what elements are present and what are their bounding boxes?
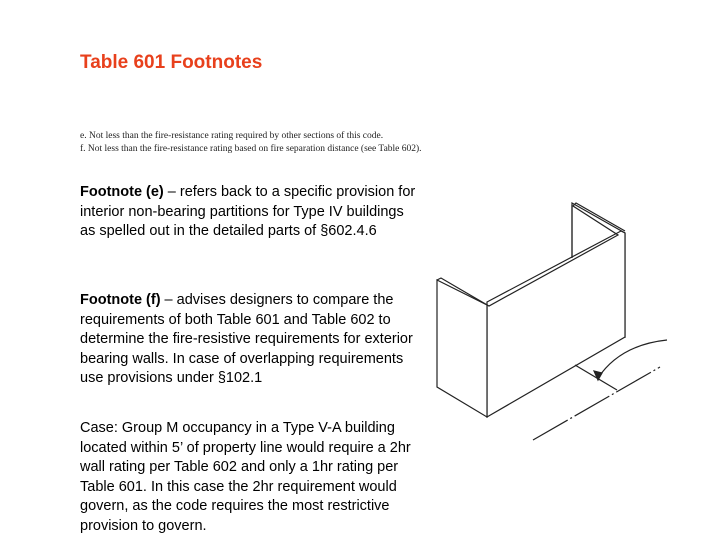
slide-title: Table 601 Footnotes xyxy=(80,52,263,73)
footnote-f-lead: Footnote (f) xyxy=(80,292,161,308)
wall-diagram xyxy=(420,190,680,450)
footnote-f-excerpt: f. Not less than the fire-resistance rating based on fire separation distance (see Table 602). xyxy=(80,144,422,154)
front-wall xyxy=(487,231,625,417)
footnote-f-text: – advises designers to compare the requirements of both Table 601 and Table 602 to determine the fire-resistive requirements for exterior bearing walls. In case of overlapping requirements use provisions under §102.1 xyxy=(80,292,413,386)
footnote-e-lead: Footnote (e) xyxy=(80,184,164,200)
footnote-f-paragraph xyxy=(80,291,420,389)
case-paragraph: Case: Group M occupancy in a Type V-A building located within 5’ of property line would require a 2hr wall rating per Table 602 and only a 1hr rating per Table 601. In this case the 2hr requirement would govern, as the code requires the most restrictive provision to govern. xyxy=(80,420,411,534)
footnote-e-text: – refers back to a specific provision for interior non-bearing partitions for Type IV buildings as spelled out in the detailed parts of §602.4.6 xyxy=(80,184,416,239)
dimension-tick xyxy=(575,365,617,390)
footnote-e-excerpt: e. Not less than the fire-resistance rating required by other sections of this code. xyxy=(80,131,384,141)
footnote-e-paragraph xyxy=(80,183,420,242)
arrow-head-icon xyxy=(594,371,602,380)
